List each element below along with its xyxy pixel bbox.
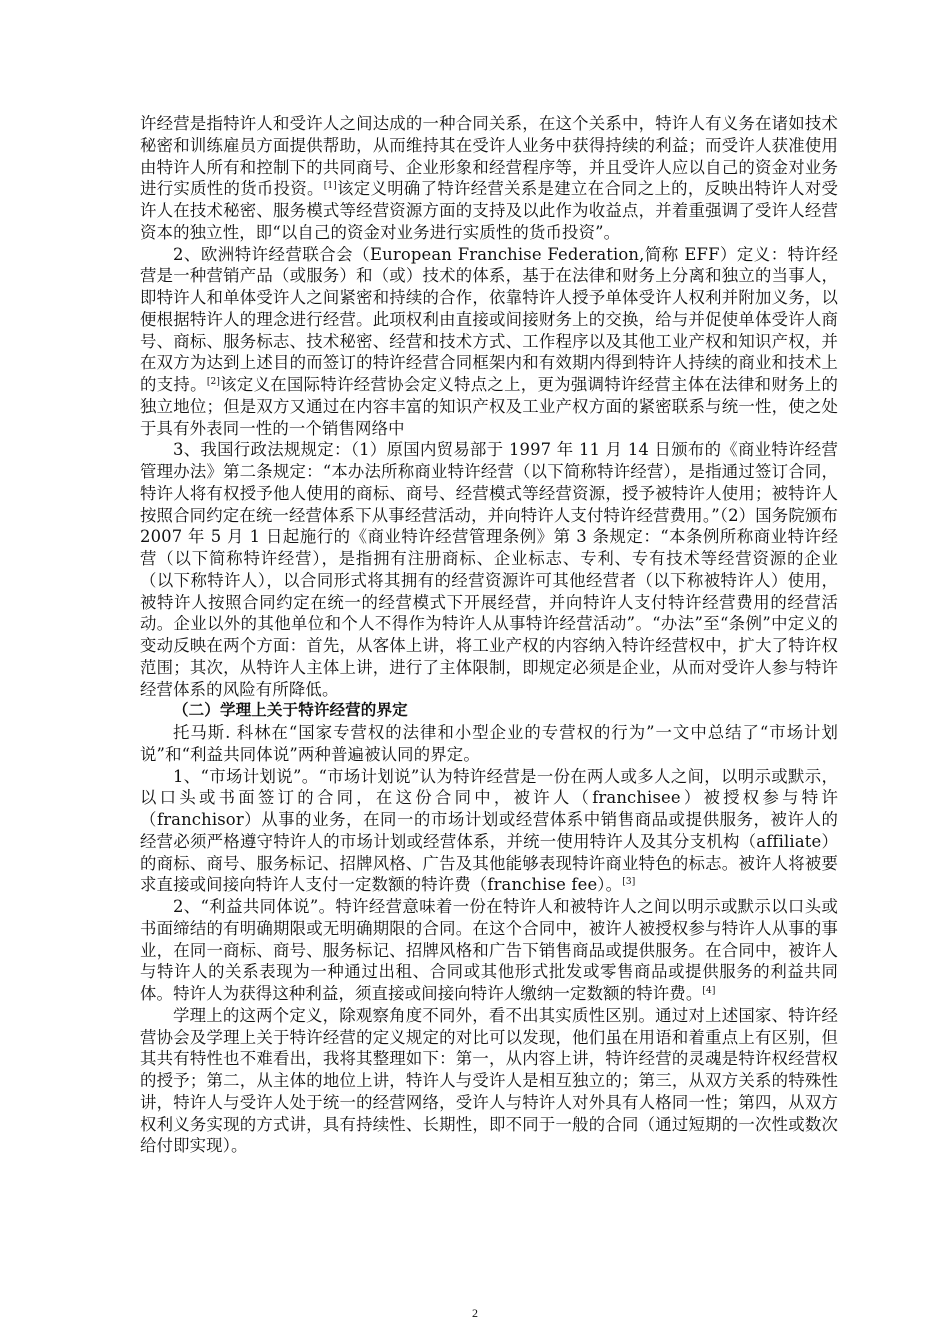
paragraph-5: 1、“市场计划说”。“市场计划说”认为特许经营是一份在两人或多人之间，以明示或默示，以口头或书面签订的合同，在这份合同中，被许人（franchisee）被授权参与特许（franchisor）从事的业务，在同一的市场计划或经营体系中销售商品或提供服务，被许人的经营必须严格遵守特许人的市场计划或经营体系，并统一使用特许人及其分支机构（affiliate）的商标、商号、服务标记、招牌风格、广告及其他能够表现特许商业特色的标志。被许人将被要求直接或间接向特许人支付一定数额的特许费（franchise fee）。[3] [140, 766, 838, 895]
citation-1: [1] [323, 181, 337, 192]
body-text [140, 113, 838, 1157]
paragraph-2: 2、欧洲特许经营联合会（European Franchise Federation,简称 EFF）定义：特许经营是一种营销产品（或服务）和（或）技术的体系，基于在法律和财务上分离和独立的当事人，即特许人和单体受许人之间紧密和持续的合作，依靠特许人授予单体受许人权利并附加义务，以便根据特许人的理念进行经营。此项权利由直接或间接财务上的交换，给与并促使单体受许人商号、商标、服务标志、技术秘密、经营和技术方式、工作程序以及其他工业产权和知识产权，并在双方为达到上述目的而签订的特许经营合同框架内和有效期内得到特许人持续的商业和技术上的支持。[2]该定义在国际特许经营协会定义特点之上，更为强调特许经营主体在法律和财务上的独立地位；但是双方又通过在内容丰富的知识产权及工业产权方面的紧密联系与统一性，使之处于具有外表同一性的一个销售网络中 [140, 244, 838, 438]
section-heading: （二）学理上关于特许经营的界定 [173, 701, 408, 720]
citation-4: [4] [702, 986, 716, 996]
paragraph-6: 2、“利益共同体说”。特许经营意味着一份在特许人和被特许人之间以明示或默示以口头或书面缔结的有明确期限或无明确期限的合同。在这个合同中，被许人被授权参与特许人从事的事业，在同一商标、商号、服务标记、招牌风格和广告下销售商品或提供服务。在合同中，被许人与特许人的关系表现为一种通过出租、合同或其他形式批发或零售商品或提供服务的利益共同体。特许人为获得这种利益，须直接或间接向特许人缴纳一定数额的特许费。[4] [140, 897, 838, 1003]
paragraph-4: 托马斯. 科林在“国家专营权的法律和小型企业的专营权的行为”一文中总结了“市场计划说”和“利益共同体说”两种普遍被认同的界定。 [140, 723, 838, 764]
citation-2: [2] [206, 377, 221, 387]
citation-3: [3] [622, 877, 636, 888]
paragraph-1: 许经营是指特许人和受许人之间达成的一种合同关系，在这个关系中，特许人有义务在诸如技术秘密和训练雇员方面提供帮助，从而维持其在受许人业务中获得持续的利益；而受许人获准使用由特许人所有和控制下的共同商号、企业形象和经营程序等，并且受许人应以自己的资金对业务进行实质性的货币投资。[1]该定义明确了特许经营关系是建立在合同之上的，反映出特许人对受许人在技术秘密、服务模式等经营资源方面的支持及以此作为收益点，并着重强调了受许人经营资本的独立性，即“以自己的资金对业务进行实质性的货币投资”。 [140, 114, 839, 242]
paragraph-7: 学理上的这两个定义，除观察角度不同外，看不出其实质性区别。通过对上述国家、特许经营协会及学理上关于特许经营的定义规定的对比可以发现，他们虽在用语和着重点上有区别，但其共有特性也不难看出，我将其整理如下：第一，从内容上讲，特许经营的灵魂是特许权经营权的授予；第二，从主体的地位上讲，特许人与受许人是相互独立的；第三，从双方关系的特殊性讲，特许人与受许人处于统一的经营网络，受许人与特许人对外具有人格同一性；第四，从双方权利义务实现的方式讲，具有持续性、长期性，即不同于一般的合同（通过短期的一次性或数次给付即实现）。 [140, 1005, 838, 1156]
page-number: 2 [472, 1306, 478, 1320]
paragraph-3: 3、我国行政法规规定：（1）原国内贸易部于 1997 年 11 月 14 日颁布的《商业特许经营管理办法》第二条规定：“本办法所称商业特许经营（以下简称特许经营），是指通过签订合同，特许人将有权授予他人使用的商标、商号、经营模式等经营资源，授予被特许人使用；被特许人按照合同约定在统一经营体系下从事经营活动，并向特许人支付特许经营费用。”（2）国务院颁布 2007 年 5 月 1 日起施行的《商业特许经营管理条例》第 3 条规定：“本条例所称商业特许经营（以下简称特许经营），是指拥有注册商标、企业标志、专利、专有技术等经营资源的企业（以下称特许人），以合同形式将其拥有的经营资源许可其他经营者（以下称被特许人）使用，被特许人按照合同约定在统一的经营模式下开展经营，并向特许人支付特许经营费用的经营活动。企业以外的其他单位和个人不得作为特许人从事特许经营活动”。“办法”至“条例”中定义的变动反映在两个方面：首先，从客体上讲，将工业产权的内容纳入特许经营权中，扩大了特许权范围；其次，从特许人主体上讲，进行了主体限制，即规定必须是企业，从而对受许人参与特许经营体系的风险有所降低。 [140, 440, 838, 699]
